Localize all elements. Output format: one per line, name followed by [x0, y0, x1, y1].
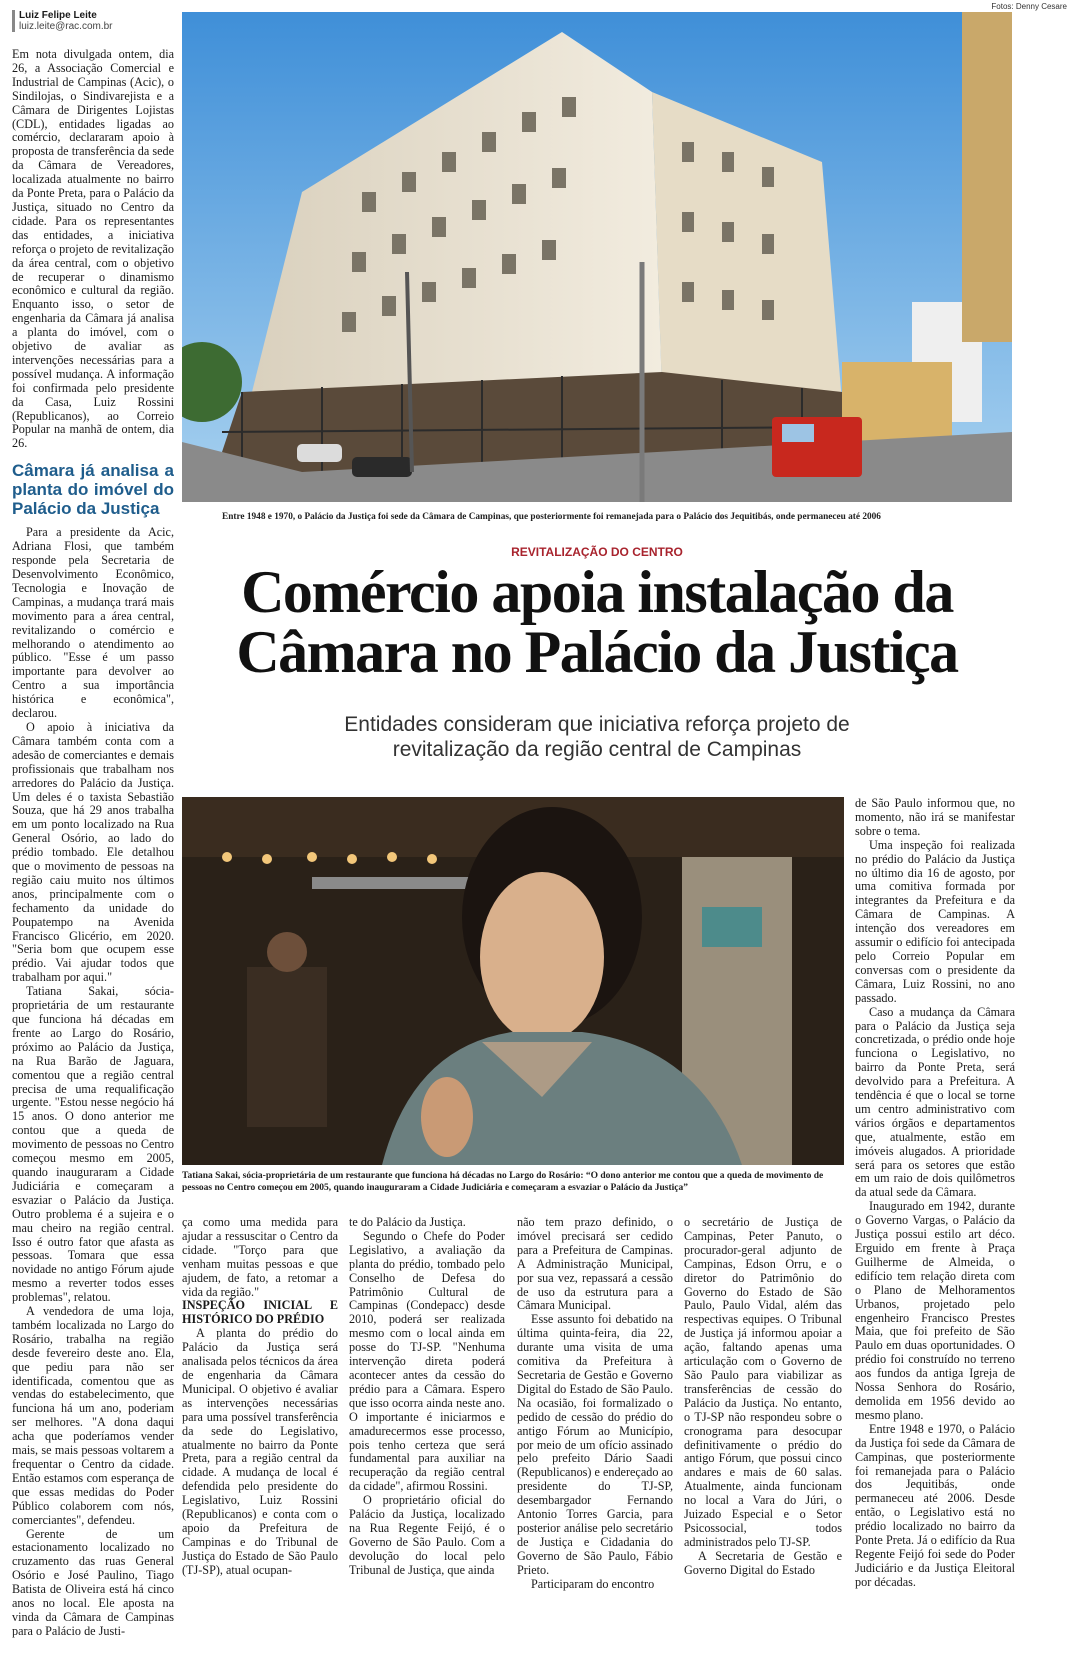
article-column-1: [12, 48, 174, 1654]
body-paragraph: Gerente de um estacionamento localizado no cruzamento das ruas General Osório e José Paulino, Tiago Batista de Oliveira está há cinco anos no local. Ele aposta na vinda da Câmara de Campinas para o Palácio de Justi-: [12, 1526, 174, 1638]
body-paragraph: ça como uma medida para ajudar a ressuscitar o Centro da cidade. "Torço para que venham muitas pessoas e que ajudem, de fato, a retomar a vida da região.": [182, 1216, 338, 1299]
body-paragraph: A vendedora de uma loja, também localizada no Largo do Rosário, trabalha na região desde fevereiro deste ano. Ela, que pediu para não ser identificada, comentou que as vendas do estabelecimento, que funciona há um ano, poderiam ser melhores. "A dona daqui acha que poderíamos vender mais, se mais pessoas voltarem a frequentar o Centro da cidade. Então estamos com esperança de que essas medidas do Poder Público colaborem com nós, comerciantes", defendeu.: [12, 1304, 174, 1527]
portrait-illustration: [182, 797, 844, 1165]
headline-line-1: Comércio apoia instalação da: [241, 559, 953, 625]
headline: [182, 559, 1012, 685]
body-paragraph: Tatiana Sakai, sócia-proprietária de um restaurante que funciona há décadas em frente ao Largo do Rosário, próximo ao Palácio da Justiça, na Rua Barão de Jaguara, comentou que a região central precisa de uma requalificação urgente. "Estou nesse negócio há 15 anos. O dono anterior me contou que a queda de movimento de pessoas no Centro começou mesmo em 2005, quando inauguraram a Cidade Judiciária e começaram a esvaziar o Palácio da Justiça. Outro problema é a sujeira e o mau cheiro na região central. Isso é outro fator que afasta as pessoas. Tomara que essa novidade no antigo Fórum ajude mesmo a reverter todos esses problemas", relatou.: [12, 984, 174, 1305]
article-column-4: [517, 1216, 673, 1656]
body-paragraph: Entre 1948 e 1970, o Palácio da Justiça foi sede da Câmara de Campinas, que posteriormente foi remanejada para o Palácio dos Jequitibás, onde permaneceu até 2006. Desde então, o Legislativo está no prédio localizado no bairro da Ponte Preta. Já o edifício da Rua Regente Feijó foi sede do Poder Judiciário e da Justiça Eleitoral por décadas.: [855, 1421, 1015, 1589]
body-paragraph: A Secretaria de Gestão e Governo Digital do Estado: [684, 1548, 842, 1577]
mid-photo-caption: Tatiana Sakai, sócia-proprietária de um restaurante que funciona há décadas no Largo do Rosário: “O dono anterior me contou que a queda de movimento de pessoas no Centro começou em 2005, quando inauguraram a Cidade Judiciária e começaram a esvaziar o Palácio da Justiça”: [182, 1171, 824, 1193]
body-paragraph: Participaram do encontro: [531, 1576, 655, 1591]
body-paragraph: O apoio à iniciativa da Câmara também conta com a adesão de comerciantes e demais profissionais que trabalham nos arredores do Palácio da Justiça. Um deles é o taxista Sebastião Souza, que há 29 anos trabalha em um ponto localizado na Rua General Osório, ao lado do prédio tombado. Ele detalhou que o movimento de pessoas na região caiu muito nos últimos anos, principalmente com o fechamento da unidade do Poupatempo na Avenida Francisco Glicério, em 2020. "Seria bom que ocupem esse prédio. Vai ajudar todos que trabalham por aqui.": [12, 719, 174, 985]
body-paragraph: Inaugurado em 1942, durante o Governo Vargas, o Palácio da Justiça possui estilo art déco. Erguido em frente à Praça Guilherme de Almeida, o edifício tem relação direta com o Plano de Melhoramentos Urbanos, projetado pelo engenheiro Francisco Prestes Maia, que foi prefeito de São Paulo em duas oportunidades. O prédio foi construído no terreno aos fundos da antiga Igreja de Nossa Senhora do Rosário, demolida em 1956 devido ao mesmo plano.: [855, 1199, 1015, 1422]
body-paragraph: Segundo o Chefe do Poder Legislativo, a avaliação da planta do prédio, tombado pelo Conselho de Defesa do Patrimônio Cultural de Campinas (Condepacc) desde 2010, poderá ser realizada mesmo com o local ainda em posse do TJ-SP. "Nenhuma intervenção direta poderá acontecer antes da cessão do prédio para a Câmara. Espero que isso ocorra ainda neste ano. O importante é iniciarmos e amadurecermos esse processo, pois tenho certeza que será fundamental para auxiliar na recuperação da região central da cidade", afirmou Rossini.: [349, 1228, 505, 1494]
body-paragraph: O proprietário oficial do Palácio da Justiça, localizado na Rua Regente Feijó, é o Governo de São Paulo. Com a devolução do local pelo Tribunal de Justiça, que ainda: [349, 1493, 505, 1577]
byline-email[interactable]: luiz.leite@rac.com.br: [19, 21, 113, 32]
photo-credit: Fotos: Denny Cesare: [991, 2, 1067, 11]
tatiana-sakai-photo: [182, 797, 844, 1165]
body-paragraph: o secretário de Justiça de Campinas, Peter Panuto, o procurador-geral adjunto de Campinas, Edson Orru, e o diretor do Patrimônio do Governo do Estado de São Paulo, Paulo Vidal, além das respectivas equipes. O Tribunal de Justiça já informou apoiar a ação, faltando apenas uma articulação com o Governo de São Paulo para viabilizar as transferências de cessão do Palácio da Justiça. No entanto, o TJ-SP não respondeu sobre o cronograma para desocupar definitivamente o prédio do antigo Fórum, que possui cinco andares e mais de 60 salas. Atualmente, ainda funcionam no local a Vara do Júri, o Juizado Especial e o Setor Psicossocial, todos administrados pelo TJ-SP.: [684, 1216, 842, 1549]
headline-line-2: Câmara no Palácio da Justiça: [236, 619, 958, 685]
body-paragraph: Caso a mudança da Câmara para o Palácio da Justiça seja concretizada, o prédio onde hoje funciona o Legislativo, no bairro da Ponte Preta, será devolvido para a Prefeitura. A tendência é que o local se torne um centro administrativo com vários órgãos e departamentos que, atualmente, estão em imóveis alugados. A prioridade será para os setores que estão em um raio de dois quilômetros da atual sede da Câmara.: [855, 1004, 1015, 1200]
body-paragraph: te do Palácio da Justiça.: [349, 1216, 466, 1229]
byline: [12, 10, 179, 32]
body-paragraph: Uma inspeção foi realizada no prédio do Palácio da Justiça no último dia 16 de agosto, por uma comitiva formada por integrantes da Prefeitura e da Câmara de Campinas. A intenção dos vereadores em assumir o edifício foi antecipada pelo Correio Popular em conversas com o presidente da Câmara, Luiz Rossini, no ano passado.: [855, 837, 1015, 1005]
deck: [182, 712, 1012, 762]
top-photo-caption: Entre 1948 e 1970, o Palácio da Justiça foi sede da Câmara de Campinas, que posteriormente foi remanejada para o Palácio dos Jequitibás, onde permaneceu até 2006: [222, 512, 881, 522]
building-illustration: [182, 12, 1012, 502]
body-paragraph: A planta do prédio do Palácio da Justiça será analisada pelos técnicos da área de engenharia da Câmara Municipal. O objetivo é avaliar as intervenções necessárias para uma possível transferência da sede do Legislativo, atualmente no bairro da Ponte Preta, para a região central da cidade. A mudança de local é defendida pelo presidente do Legislativo, Luiz Rossini (Republicanos) e conta com o apoio da Prefeitura de Campinas e do Tribunal de Justiça do Estado de São Paulo (TJ-SP), atual ocupan-: [182, 1326, 338, 1577]
inline-subhead: INSPEÇÃO INICIAL E HISTÓRICO DO PRÉDIO: [182, 1298, 338, 1327]
article-column-5: [684, 1216, 842, 1656]
body-paragraph: de São Paulo informou que, no momento, não irá se manifestar sobre o tema.: [855, 797, 1015, 838]
body-paragraph: Para a presidente da Acic, Adriana Flosi, que também responde pela Secretaria de Desenvolvimento Econômico, Tecnologia e Inovação de Campinas, a mudança trará mais movimento para a área central, revitalizando o comércio e melhorando o atendimento ao público. "Esse é um passo importante para devolver ao Centro a sua importância histórica e econômica", declarou.: [12, 525, 174, 721]
palacio-justica-photo: [182, 12, 1012, 502]
deck-line-1: Entidades consideram que iniciativa reforça projeto de: [344, 713, 850, 736]
section-subhead: Câmara já analisa a planta do imóvel do Palácio da Justiça: [12, 461, 174, 519]
deck-line-2: revitalização da região central de Campinas: [392, 738, 802, 761]
byline-name: Luiz Felipe Leite: [19, 10, 97, 21]
body-paragraph: Esse assunto foi debatido na última quinta-feira, dia 22, durante uma visita de uma comitiva da Prefeitura à Secretaria de Gestão e Governo Digital do Estado de São Paulo. Na ocasião, foi formalizado o pedido de cessão do prédio do antigo Fórum ao Município, por meio de um ofício assinado pelo prefeito Dário Saadi (Republicanos) e endereçado ao presidente do TJ-SP, desembargador Fernando Antonio Torres Garcia, para posterior análise pelo secretário de Justiça e Cidadania do Governo de São Paulo, Fábio Prieto.: [517, 1312, 673, 1577]
article-column-2: [182, 1216, 338, 1656]
body-paragraph: não tem prazo definido, o imóvel precisará ser cedido para a Prefeitura de Campinas. A Administração Municipal, por sua vez, repassará a cessão de uso da estrutura para a Câmara Municipal.: [517, 1216, 673, 1313]
section-tag: REVITALIZAÇÃO DO CENTRO: [511, 545, 683, 559]
article-column-3: [349, 1216, 505, 1656]
intro-paragraph: Em nota divulgada ontem, dia 26, a Associação Comercial e Industrial de Campinas (Acic), o Sindilojas, o Sindivarejista e a Câmara de Dirigentes Lojistas (CDL), entidades ligadas ao comércio, declararam apoio à proposta de transferência da sede da Câmara de Vereadores, localizada atualmente no bairro da Ponte Preta, para o Palácio da Justiça, situado no Centro da cidade. Para os representantes das entidades, a iniciativa reforça o projeto de revitalização da área central, com o objetivo de recuperar o dinamismo econômico e cultural da região. Enquanto isso, o setor de engenharia da Câmara já analisa a planta do imóvel, com o objetivo de avaliar as intervenções necessárias para a possível mudança. A informação foi confirmada pelo presidente da Casa, Luiz Rossini (Republicanos), ao Correio Popular na manhã de ontem, dia 26.: [12, 48, 174, 451]
article-column-6: [855, 797, 1015, 1655]
